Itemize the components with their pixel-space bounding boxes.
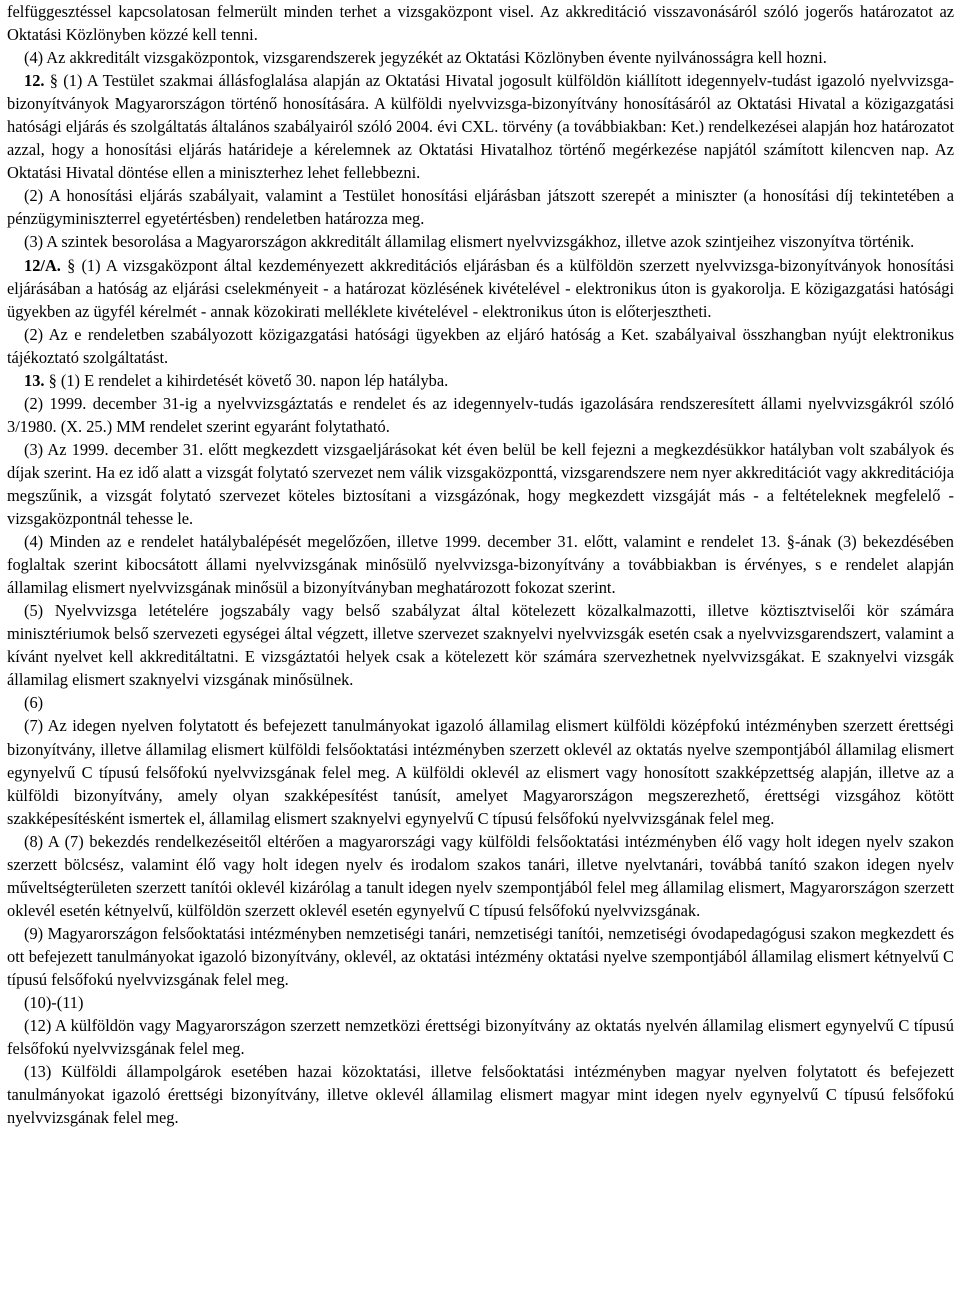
paragraph-p09 <box>7 392 954 438</box>
paragraph-text: (8) A (7) bekezdés rendelkezéseitől eltérően a magyarországi vagy külföldi felsőoktatási intézményben élő vagy holt idegen nyelv szakon szerzett bölcsész, valamint élő vagy holt idegen nyelv és irodalom szakos tanári, illetve nyelvtanári, továbbá tanító szakon idegen nyelv műveltségterületen szerzett tanítói oklevél kizárólag a tanult idegen nyelv szempontjából felel meg államilag elismert, Magyarországon szerzett oklevél esetén kétnyelvű, külföldön szerzett oklevél esetén egynyelvű C típusú felsőfokú nyelvvizsgának. <box>7 831 954 920</box>
paragraph-p04 <box>7 184 954 230</box>
section-number: 13. <box>24 370 45 390</box>
paragraph-p11 <box>7 530 954 599</box>
paragraph-text: § (1) A Testület szakmai állásfoglalása alapján az Oktatási Hivatal jogosult külföldön kiállított idegennyelv-tudást igazoló nyelvvizsga-bizonyítványok Magyarországon történő honosítására. A külföldi nyelvvizsga-bizonyítvány honosításáról az Oktatási Hivatal a közigazgatási hatósági eljárás és szolgáltatás általános szabályairól szóló 2004. évi CXL. törvény (a továbbiakban: Ket.) rendelkezései alapján hoz határozatot azzal, hogy a honosítási eljárás határideje a kérelemnek az Oktatási Hivatalhoz történő megérkezése napjától számított kilencven nap. Az Oktatási Hivatal döntése ellen a miniszterhez lehet fellebbezni. <box>7 71 954 183</box>
section-12 <box>7 69 954 184</box>
document-page <box>7 0 954 1129</box>
paragraph-text: (4) Minden az e rendelet hatálybalépését megelőzően, illetve 1999. december 31. előtt, valamint e rendelet 13. §-ának (3) bekezdésében foglaltak szerint kibocsátott állami nyelvvizsgának minősülő nyelvvizsga-bizonyítvány a továbbiakban is érvényes, s e rendelet alapján államilag elismert nyelvvizsgának minősül a bizonyítványban meghatározott fokozat szerint. <box>7 532 954 598</box>
paragraph-text: felfüggesztéssel kapcsolatosan felmerült minden terhet a vizsgaközpont visel. Az akkreditáció visszavonásáról szóló jogerős határozatot az Oktatási Közlönyben közzé kell tenni. <box>7 2 954 45</box>
paragraph-p12 <box>7 599 954 691</box>
paragraph-text: (7) Az idegen nyelven folytatott és befejezett tanulmányokat igazoló államilag elismert külföldi középfokú intézményben szerzett érettségi bizonyítvány, illetve államilag elismert külföldi felsőoktatási intézményben szerzett oklevél az oktatás nyelve szempontjából államilag elismert egynyelvű C típusú felsőfokú nyelvvizsgának felel meg. A külföldi oklevél az elismert vagy honosított szakképzettség alapján, illetve az a külföldi bizonyítvány, amely olyan szakképesítést tanúsít, amelyet Magyarországon megszerezhető, érettségi vizsgához kötött szakképesítésként ismertek el, államilag elismert szaknyelvi egynyelvű C típusú felsőfokú nyelvvizsgának felel meg. <box>7 716 954 828</box>
paragraph-p19 <box>7 1060 954 1129</box>
paragraph-p05 <box>7 230 954 253</box>
paragraph-text: (10)-(11) <box>24 993 84 1013</box>
paragraph-text: (2) A honosítási eljárás szabályait, valamint a Testület honosítási eljárásban játszott szerepét a miniszter (a honosítási díj tekintetében a pénzügyminiszterrel egyetértésben) rendeletben határozza meg. <box>7 186 954 229</box>
paragraph-text: (3) A szintek besorolása a Magyarországon akkreditált államilag elismert nyelvvizsgákhoz, illetve azok szintjeihez viszonyítva történik. <box>24 232 915 252</box>
paragraph-p10 <box>7 438 954 530</box>
paragraph-p15 <box>7 830 954 922</box>
paragraph-text: (3) Az 1999. december 31. előtt megkezdett vizsgaeljárásokat két éven belül be kell fejezni a megkezdésükkor hatályban volt szabályok és díjak szerint. Ha ez idő alatt a vizsgát folytató szervezet nem válik vizsgaközponttá, vizsgarendszere nem nyer akkreditációt vagy akkreditációja megszűnik, a vizsgát folytató szervezet köteles biztosítani a vizsgázónak, hogy megkezdett vizsgáját más - a feltételeknek megfelelő - vizsgaközpontnál tehesse le. <box>7 439 954 529</box>
paragraph-p14 <box>7 714 954 829</box>
paragraph-p17 <box>7 991 954 1014</box>
paragraph-p18 <box>7 1014 954 1060</box>
section-number: 12/A. <box>24 255 61 275</box>
paragraph-text: (12) A külföldön vagy Magyarországon szerzett nemzetközi érettségi bizonyítvány az oktatás nyelvén államilag elismert egynyelvű C típusú felsőfokú nyelvvizsgának felel meg. <box>7 1016 954 1059</box>
paragraph-text: § (1) A vizsgaközpont által kezdeményezett akkreditációs eljárásban és a külföldön szerzett nyelvvizsga-bizonyítványok honosítási eljárásában a hatóság az eljárási cselekményeit - a határozat közlésének kivételével - elektronikus úton is gyakorolja. E közigazgatási hatósági ügyekben az ügyfél kérelmét - annak közokirati melléklete kivételével - elektronikus úton is előterjesztheti. <box>7 255 954 321</box>
section-13 <box>7 369 954 392</box>
paragraph-text: (13) Külföldi állampolgárok esetében hazai közoktatási, illetve felsőoktatási intézményben magyar nyelven folytatott és befejezett tanulmányokat igazoló érettségi bizonyítvány, illetve oklevél államilag elismert magyar mint idegen nyelv egynyelvű C típusú felsőfokú nyelvvizsgának felel meg. <box>7 1062 954 1128</box>
section-number: 12. <box>24 71 45 91</box>
paragraph-p13 <box>7 691 954 714</box>
paragraph-text: § (1) E rendelet a kihirdetését követő 30. napon lép hatályba. <box>44 370 449 390</box>
paragraph-text: (6) <box>24 693 44 713</box>
paragraph-text: (9) Magyarországon felsőoktatási intézményben nemzetiségi tanári, nemzetiségi tanítói, nemzetiségi óvodapedagógusi szakon megkezdett és ott befejezett tanulmányokat igazoló bizonyítvány, oklevél, az oktatási intézmény oktatási nyelve szempontjából államilag elismert kétnyelvű C típusú felsőfokú nyelvvizsgának felel meg. <box>7 923 954 989</box>
paragraph-text: (5) Nyelvvizsga letételére jogszabály vagy belső szabályzat által kötelezett közalkalmazotti, illetve köztisztviselői kör számára minisztériumok belső szervezeti egységei által végzett, illetve szervezet szaknyelvi nyelvvizsgák esetén csak a nyelvvizsgarendszert, valamint a kívánt nyelvet kell akkreditáltatni. E vizsgáztatói helyek csak a kötelezett kör számára szervezhetnek nyelvvizsgákat. E szaknyelvi vizsgák államilag elismert szaknyelvi vizsgának minősülnek. <box>7 601 954 690</box>
paragraph-text: (4) Az akkreditált vizsgaközpontok, vizsgarendszerek jegyzékét az Oktatási Közlönyben évente nyilvánosságra kell hozni. <box>24 48 827 68</box>
paragraph-p02 <box>7 46 954 69</box>
section-12a <box>7 254 954 323</box>
paragraph-p07 <box>7 323 954 369</box>
paragraph-text: (2) 1999. december 31-ig a nyelvvizsgáztatás e rendelet és az idegennyelv-tudás igazolására rendszeresített állami nyelvvizsgákról szóló 3/1980. (X. 25.) MM rendelet szerint egyaránt folytatható. <box>7 393 954 436</box>
paragraph-p01 <box>7 0 954 46</box>
paragraph-text: (2) Az e rendeletben szabályozott közigazgatási hatósági ügyekben az eljáró hatóság a Ket. szabályaival összhangban nyújt elektronikus tájékoztató szolgáltatást. <box>7 324 954 367</box>
paragraph-p16 <box>7 922 954 991</box>
